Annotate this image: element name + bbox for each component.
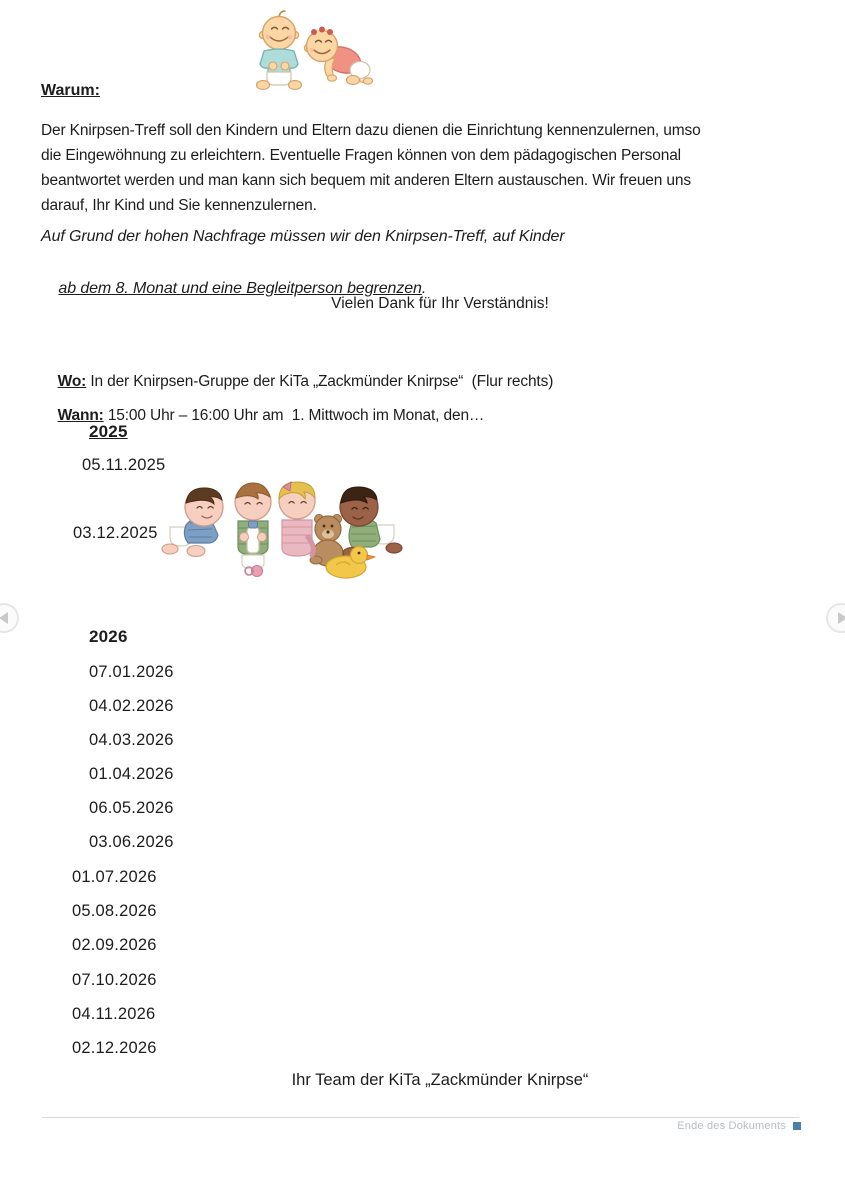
meeting-date: 01.07.2026: [72, 868, 157, 886]
meeting-date: 04.02.2026: [89, 697, 174, 715]
children-playgroup-clipart: [156, 467, 406, 581]
when-text: 15:00 Uhr – 16:00 Uhr am 1. Mittwoch im Monat, den…: [103, 407, 485, 424]
where-text: In der Knirpsen-Gruppe der KiTa „Zackmünder Knirpse“ (Flur rechts): [86, 373, 554, 390]
end-of-document-label: Ende des Dokuments: [677, 1120, 786, 1132]
chevron-right-icon: [838, 612, 845, 624]
intro-line-3: beantwortet werden und man kann sich bequem mit anderen Eltern austauschen. Wir freuen uns: [41, 172, 691, 189]
notice-line-1: Auf Grund der hohen Nachfrage müssen wir den Knirpsen-Treff, auf Kinder: [41, 228, 565, 245]
meeting-date: 05.08.2026: [72, 902, 157, 920]
meeting-date: 05.11.2025: [82, 456, 166, 474]
year-2026-heading: 2026: [89, 627, 128, 646]
closing-line: Ihr Team der KiTa „Zackmünder Knirpse“: [291, 1071, 589, 1089]
meeting-date: 04.11.2026: [72, 1005, 156, 1023]
when-label: Wann:: [57, 407, 104, 424]
intro-line-4: darauf, Ihr Kind und Sie kennenzulernen.: [41, 197, 317, 214]
next-page-button[interactable]: [826, 603, 845, 633]
footer-divider: [42, 1117, 799, 1118]
where-label: Wo:: [57, 373, 87, 390]
intro-line-1: Der Knirpsen-Treff soll den Kindern und Eltern dazu dienen die Einrichtung kennenzulernen, umso: [41, 122, 701, 139]
thanks-line: Vielen Dank für Ihr Verständnis!: [331, 295, 549, 312]
meeting-date: 04.03.2026: [89, 731, 174, 749]
why-heading: Warum:: [41, 82, 100, 99]
meeting-date: 03.06.2026: [89, 833, 174, 851]
notice-line-2-underlined: ab dem 8. Monat und eine Begleitperson begrenzen: [58, 280, 422, 297]
chevron-left-icon: [0, 612, 8, 624]
meeting-date: 02.12.2026: [72, 1039, 157, 1057]
end-of-document-status: [400, 1120, 801, 1132]
meeting-date: 02.09.2026: [72, 936, 157, 954]
notice-line-2-period: .: [421, 280, 427, 297]
babies-clipart: [243, 6, 373, 102]
meeting-date: 07.10.2026: [72, 971, 157, 989]
meeting-date: 07.01.2026: [89, 663, 174, 681]
year-2025-heading: 2025: [89, 422, 128, 441]
meeting-date: 01.04.2026: [89, 765, 174, 783]
meeting-date: 03.12.2025: [73, 524, 158, 542]
previous-page-button[interactable]: [0, 603, 19, 633]
intro-line-2: die Eingewöhnung zu erleichtern. Eventuelle Fragen können von dem pädagogischen Personal: [41, 147, 681, 164]
meeting-date: 06.05.2026: [89, 799, 174, 817]
end-of-document-marker-icon: [793, 1122, 801, 1130]
